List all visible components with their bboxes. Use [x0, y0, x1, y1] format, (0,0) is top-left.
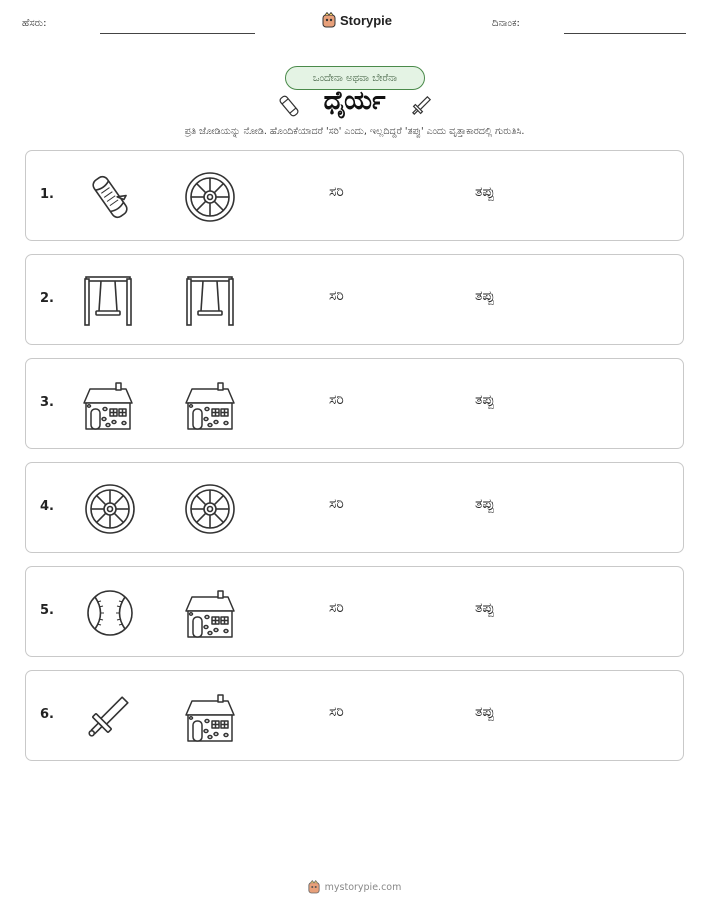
option-correct[interactable]: ಸರಿ [329, 392, 344, 408]
swing-icon [184, 275, 236, 327]
pair-row-4 [25, 462, 684, 553]
worksheet-type-badge: ಒಂದೇನಾ ಅಥವಾ ಬೇರೆನಾ [285, 66, 425, 90]
footer-url[interactable]: mystorypie.com [324, 881, 402, 893]
instruction-text: ಪ್ರತಿ ಜೋಡಿಯನ್ನು ನೋಡಿ. ಹೊಂದಿಕೆಯಾದರೆ 'ಸರಿ' ಎಂದು, ಇಲ್ಲದಿದ್ದರೆ 'ತಪ್ಪು' ಎಂದು ವೃತ್ತಾಕಾರದಲ್ಲಿ ಗುರುತಿಸಿ. [184, 126, 525, 137]
storypie-mascot-icon [308, 880, 320, 894]
storypie-mascot-icon [322, 12, 336, 28]
pair-row-3 [25, 358, 684, 449]
shield-icon [184, 483, 236, 535]
pair-row-6 [25, 670, 684, 761]
pair-row-1 [25, 150, 684, 241]
brand-logo [322, 12, 392, 28]
option-correct[interactable]: ಸರಿ [329, 496, 344, 512]
option-wrong[interactable]: ತಪ್ಪು [475, 184, 495, 200]
option-wrong[interactable]: ತಪ್ಪು [475, 496, 495, 512]
row-number: 3. [40, 395, 54, 410]
sword-icon [408, 93, 434, 119]
row-number: 5. [40, 603, 54, 618]
page-title: ಧೈರ್ಯ [323, 86, 386, 116]
name-line[interactable] [100, 33, 255, 34]
shield-icon [184, 171, 236, 223]
option-correct[interactable]: ಸರಿ [329, 600, 344, 616]
house-icon [184, 691, 236, 743]
option-wrong[interactable]: ತಪ್ಪು [475, 392, 495, 408]
date-line[interactable] [564, 33, 686, 34]
row-number: 1. [40, 187, 54, 202]
row-number: 4. [40, 499, 54, 514]
shield-icon [84, 483, 136, 535]
option-wrong[interactable]: ತಪ್ಪು [475, 288, 495, 304]
house-icon [184, 379, 236, 431]
pair-row-5 [25, 566, 684, 657]
date-label: ದಿನಾಂಕ: [492, 18, 520, 29]
pair-row-2 [25, 254, 684, 345]
house-icon [184, 587, 236, 639]
option-wrong[interactable]: ತಪ್ಪು [475, 600, 495, 616]
row-number: 6. [40, 707, 54, 722]
option-wrong[interactable]: ತಪ್ಪು [475, 704, 495, 720]
brand-name: Storypie [340, 12, 393, 28]
swing-icon [82, 275, 134, 327]
scroll-icon [84, 171, 136, 223]
sword-icon [82, 691, 134, 743]
name-label: ಹೆಸರು: [22, 18, 47, 29]
option-correct[interactable]: ಸರಿ [329, 288, 344, 304]
house-icon [82, 379, 134, 431]
footer [0, 880, 709, 894]
option-correct[interactable]: ಸರಿ [329, 184, 344, 200]
baseball-icon [84, 587, 136, 639]
row-number: 2. [40, 291, 54, 306]
option-correct[interactable]: ಸರಿ [329, 704, 344, 720]
